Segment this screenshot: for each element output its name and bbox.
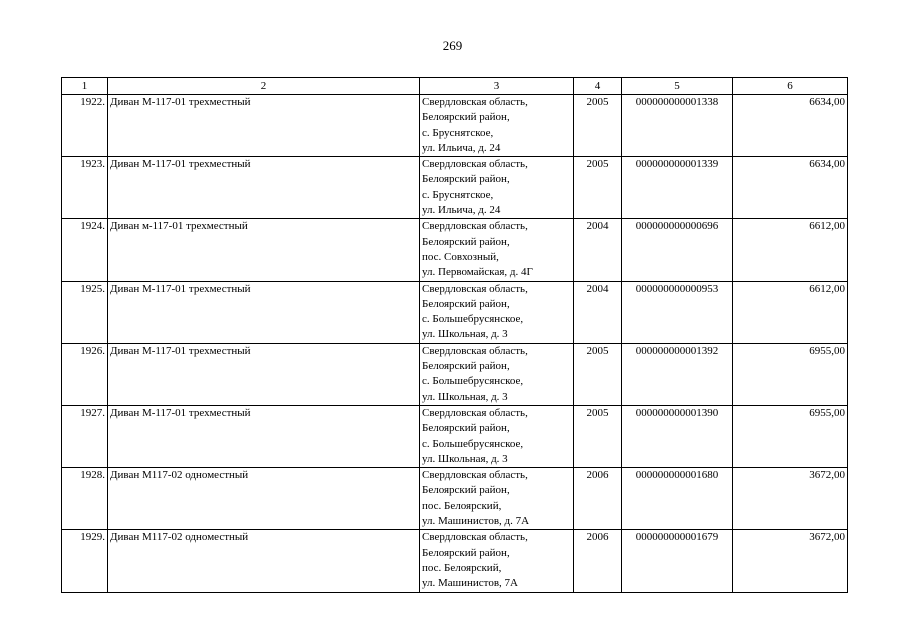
item-name: Диван М-117-01 трехместный — [108, 343, 420, 405]
inventory-number: 000000000000696 — [622, 219, 733, 281]
address-line: Свердловская область, — [422, 531, 528, 544]
inventory-number: 000000000001339 — [622, 157, 733, 219]
address-line: Свердловская область, — [422, 282, 528, 295]
address-line: с. Бруснятское, — [422, 126, 494, 139]
item-name: Диван М-117-01 трехместный — [108, 95, 420, 157]
address-line: Белоярский район, — [422, 360, 510, 373]
address-line: Свердловская область, — [422, 158, 528, 171]
item-year: 2004 — [574, 281, 622, 343]
address-line: ул. Машинистов, 7А — [422, 577, 518, 590]
row-number: 1923. — [62, 157, 108, 219]
address-line: пос. Совхозный, — [422, 250, 499, 263]
item-year: 2004 — [574, 219, 622, 281]
address-line: Белоярский район, — [422, 297, 510, 310]
address-line: Белоярский район, — [422, 235, 510, 248]
table-row — [62, 95, 848, 157]
item-name: Диван м-117-01 трехместный — [108, 219, 420, 281]
inventory-number: 000000000000953 — [622, 281, 733, 343]
column-header: 3 — [420, 78, 574, 95]
address-line: с. Бруснятское, — [422, 188, 494, 201]
item-address — [420, 530, 574, 592]
item-cost: 6612,00 — [733, 219, 848, 281]
address-line: Свердловская область, — [422, 406, 528, 419]
address-line: Белоярский район, — [422, 422, 510, 435]
address-line: Свердловская область, — [422, 96, 528, 108]
row-number: 1924. — [62, 219, 108, 281]
row-number: 1928. — [62, 468, 108, 530]
address-line: пос. Белоярский, — [422, 499, 502, 512]
page-number: 269 — [442, 38, 463, 53]
row-number: 1925. — [62, 281, 108, 343]
address-line: ул. Ильича, д. 24 — [422, 141, 501, 154]
table-row — [62, 157, 848, 219]
address-line: Белоярский район, — [422, 484, 510, 497]
item-name: Диван М-117-01 трехместный — [108, 157, 420, 219]
column-header: 4 — [574, 78, 622, 95]
inventory-number: 000000000001679 — [622, 530, 733, 592]
inventory-number: 000000000001390 — [622, 405, 733, 467]
property-registry-table — [61, 77, 848, 593]
item-year: 2005 — [574, 95, 622, 157]
item-year: 2005 — [574, 343, 622, 405]
item-address — [420, 95, 574, 157]
item-year: 2006 — [574, 530, 622, 592]
address-line: с. Большебрусянское, — [422, 437, 524, 450]
address-line: ул. Ильича, д. 24 — [422, 204, 501, 217]
address-line: с. Большебрусянское, — [422, 375, 524, 388]
item-year: 2006 — [574, 468, 622, 530]
inventory-number: 000000000001392 — [622, 343, 733, 405]
inventory-number: 000000000001680 — [622, 468, 733, 530]
item-name: Диван М-117-01 трехместный — [108, 281, 420, 343]
address-line: Белоярский район, — [422, 173, 510, 186]
item-cost: 6634,00 — [733, 157, 848, 219]
table-row — [62, 530, 848, 592]
inventory-number: 000000000001338 — [622, 95, 733, 157]
item-address — [420, 281, 574, 343]
table-row — [62, 343, 848, 405]
address-line: с. Большебрусянское, — [422, 313, 524, 326]
row-number: 1926. — [62, 343, 108, 405]
item-cost: 6612,00 — [733, 281, 848, 343]
item-cost: 6634,00 — [733, 95, 848, 157]
row-number: 1927. — [62, 405, 108, 467]
row-number: 1922. — [62, 95, 108, 157]
table-header-row — [62, 78, 848, 95]
address-line: Свердловская область, — [422, 220, 528, 233]
address-line: Свердловская область, — [422, 469, 528, 482]
item-name: Диван М117-02 одноместный — [108, 468, 420, 530]
item-address — [420, 468, 574, 530]
address-line: ул. Первомайская, д. 4Г — [422, 266, 533, 279]
column-header: 5 — [622, 78, 733, 95]
item-address — [420, 343, 574, 405]
item-cost: 6955,00 — [733, 343, 848, 405]
item-cost: 6955,00 — [733, 405, 848, 467]
item-year: 2005 — [574, 157, 622, 219]
address-line: пос. Белоярский, — [422, 561, 502, 574]
item-address — [420, 157, 574, 219]
address-line: Свердловская область, — [422, 344, 528, 357]
column-header: 2 — [108, 78, 420, 95]
item-name: Диван М117-02 одноместный — [108, 530, 420, 592]
table-row — [62, 219, 848, 281]
address-line: ул. Школьная, д. 3 — [422, 452, 508, 465]
item-cost: 3672,00 — [733, 468, 848, 530]
item-name: Диван М-117-01 трехместный — [108, 405, 420, 467]
column-header: 1 — [62, 78, 108, 95]
item-cost: 3672,00 — [733, 530, 848, 592]
address-line: ул. Школьная, д. 3 — [422, 328, 508, 341]
address-line: Белоярский район, — [422, 111, 510, 124]
column-header: 6 — [733, 78, 848, 95]
item-year: 2005 — [574, 405, 622, 467]
address-line: ул. Машинистов, д. 7А — [422, 515, 530, 528]
address-line: Белоярский район, — [422, 546, 510, 559]
item-address — [420, 405, 574, 467]
row-number: 1929. — [62, 530, 108, 592]
table-row — [62, 281, 848, 343]
table-row — [62, 468, 848, 530]
address-line: ул. Школьная, д. 3 — [422, 390, 508, 403]
item-address — [420, 219, 574, 281]
table-row — [62, 405, 848, 467]
